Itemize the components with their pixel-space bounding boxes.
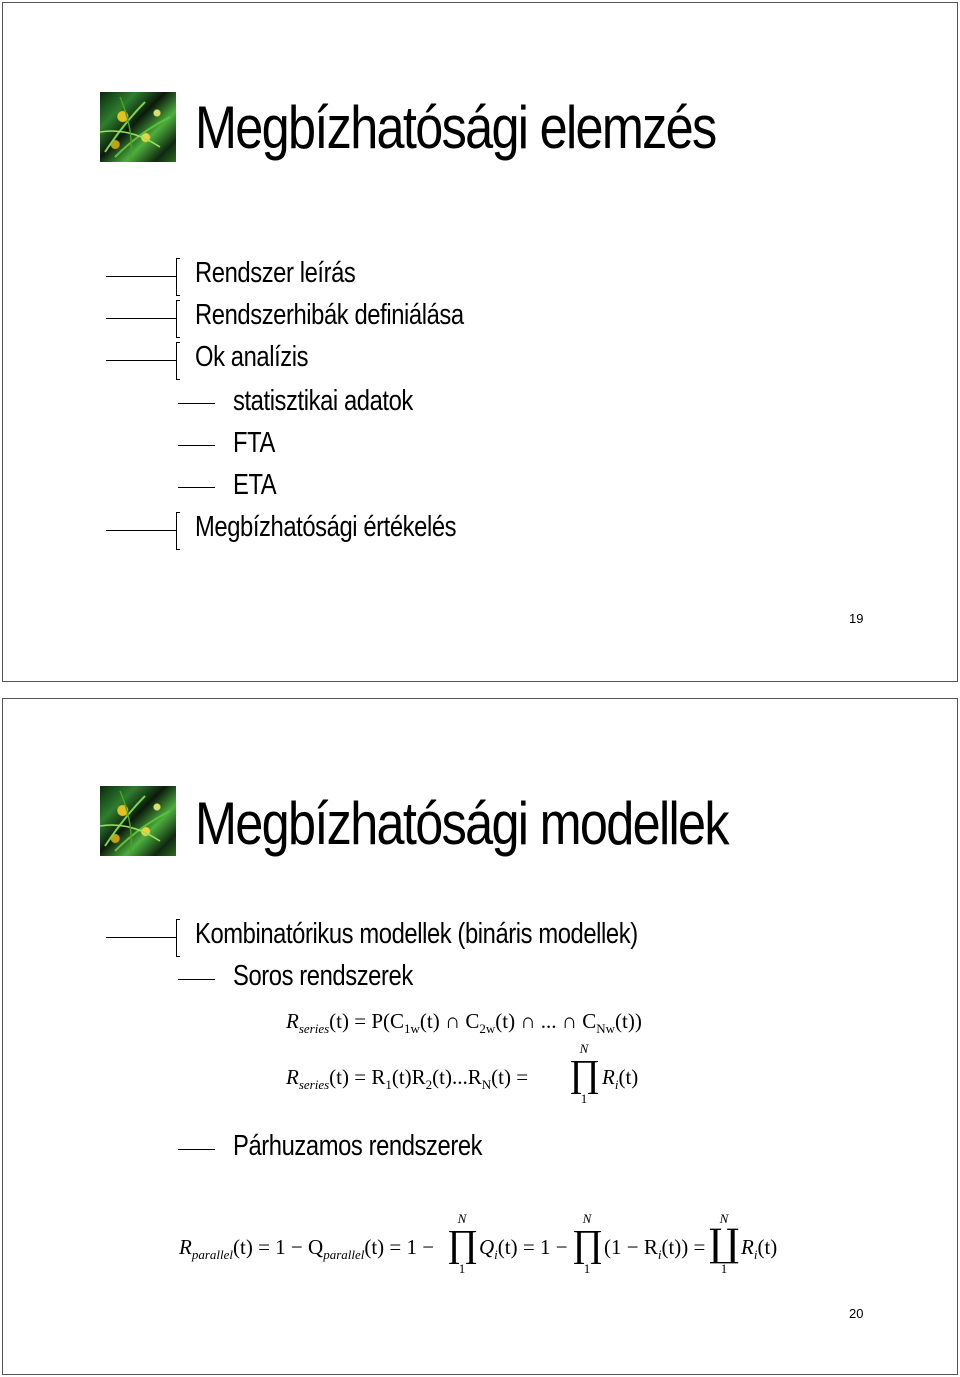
product-lower-limit: 1 [720, 1261, 728, 1276]
slide-title: Megbízhatósági modellek [195, 790, 728, 857]
page-number: 20 [849, 1306, 864, 1321]
formula-text: (t) [757, 1235, 778, 1259]
product-upper-limit: N [457, 1211, 467, 1226]
bracket-bullet-icon [106, 512, 176, 548]
formula-text: (t)) = [661, 1235, 706, 1259]
formula-subscript: parallel [191, 1247, 233, 1263]
formula-subscript: 2w [479, 1021, 496, 1037]
formula-subscript: i [657, 1247, 662, 1263]
list-item-text: ETA [233, 469, 277, 501]
formula-subscript: parallel [323, 1247, 365, 1263]
formula-subscript: i [753, 1247, 758, 1263]
product-upper-limit: N [719, 1211, 729, 1226]
dash-bullet-icon [178, 445, 215, 446]
list-item-text: Párhuzamos rendszerek [233, 1130, 483, 1162]
product-operator [569, 1041, 599, 1107]
list-item-text: Rendszerhibák definiálása [195, 299, 464, 331]
formula-text: (t)R [391, 1065, 426, 1089]
plant-photo-logo [100, 786, 176, 856]
parallel-formula [179, 1211, 819, 1291]
formula-text: (t) [618, 1065, 639, 1089]
product-upper-limit: N [579, 1041, 589, 1056]
list-item-text: Rendszer leírás [195, 257, 356, 289]
product-lower-limit: 1 [580, 1091, 588, 1106]
product-lower-limit: 1 [458, 1261, 466, 1276]
list-item-text: Kombinatórikus modellek (bináris modellek) [195, 918, 638, 950]
product-sign-icon: ∏ [447, 1223, 479, 1265]
product-lower-limit: 1 [583, 1261, 591, 1276]
dash-bullet-icon [178, 1149, 215, 1150]
series-formula-2 [286, 1041, 706, 1121]
product-operator [572, 1211, 602, 1277]
list-item-text: FTA [233, 427, 275, 459]
formula-subscript: series [298, 1021, 330, 1037]
product-operator [447, 1211, 477, 1277]
formula-subscript: 1 [385, 1077, 392, 1093]
list-item-text: Megbízhatósági értékelés [195, 511, 457, 543]
bracket-bullet-icon [106, 919, 176, 955]
formula-symbol: Q [479, 1235, 495, 1259]
list-item-text: Ok analízis [195, 341, 309, 373]
page-number: 19 [849, 611, 864, 626]
formula-subscript: 1w [404, 1021, 420, 1037]
formula-text: (1 − R [604, 1235, 658, 1259]
formula-text: (t) = P(C [329, 1009, 405, 1033]
product-sign-icon: ∏ [572, 1223, 604, 1265]
formula-symbol: R [741, 1235, 754, 1259]
product-operator [709, 1211, 739, 1277]
slide-19 [2, 2, 958, 682]
formula-symbol: R [286, 1009, 299, 1033]
formula-text: (t)) [615, 1009, 642, 1033]
formula-text: (t) = 1 − Q [233, 1235, 324, 1259]
bracket-bullet-icon [106, 300, 176, 336]
formula-text: (t)...R [432, 1065, 482, 1089]
formula-subscript: 2 [425, 1077, 433, 1093]
dash-bullet-icon [178, 979, 215, 980]
dash-bullet-icon [178, 403, 215, 404]
formula-symbol: R [286, 1065, 299, 1089]
formula-subscript: series [298, 1077, 330, 1093]
formula-text: (t) ∩ ... ∩ C [495, 1009, 597, 1033]
formula-text: (t) = R [329, 1065, 386, 1089]
bracket-bullet-icon [106, 258, 176, 294]
formula-subscript: N [481, 1077, 492, 1093]
series-formula-1 [286, 1009, 642, 1037]
formula-text: (t) = [491, 1065, 529, 1089]
product-upper-limit: N [582, 1211, 592, 1226]
bracket-bullet-icon [106, 342, 176, 378]
list-item-text: Soros rendszerek [233, 960, 413, 992]
product-sign-icon: ∐ [709, 1223, 740, 1265]
formula-text: (t) = 1 − [364, 1235, 435, 1259]
formula-subscript: i [614, 1077, 619, 1093]
formula-subscript: i [494, 1247, 498, 1263]
slide-title: Megbízhatósági elemzés [195, 94, 716, 161]
formula-symbol: R [602, 1065, 615, 1089]
slide-20 [2, 698, 958, 1375]
formula-text: (t) = 1 − [497, 1235, 568, 1259]
product-sign-icon: ∏ [569, 1053, 601, 1095]
list-item-text: statisztikai adatok [233, 385, 413, 417]
formula-text: (t) ∩ C [419, 1009, 480, 1033]
plant-photo-logo [100, 92, 176, 162]
formula-symbol: R [179, 1235, 192, 1259]
dash-bullet-icon [178, 487, 215, 488]
formula-subscript: Nw [596, 1021, 615, 1037]
